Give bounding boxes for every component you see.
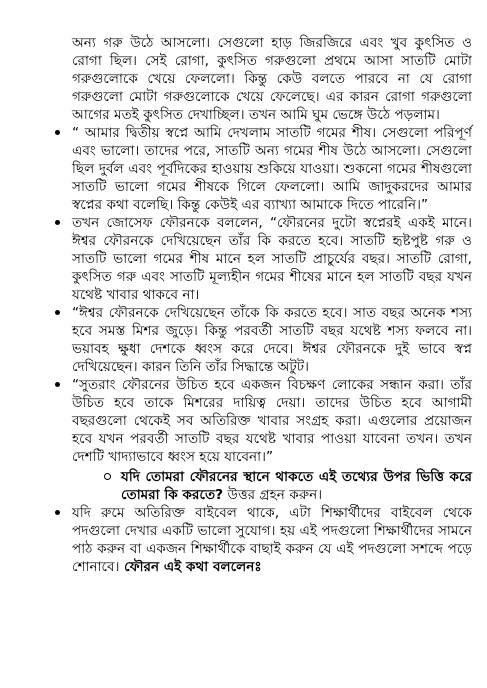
bullet-icon (55, 310, 60, 315)
list-item (72, 124, 472, 214)
intro-paragraph: অন্য গরু উঠে আসলো। সেগুলো হাড় জিরজিরে এবং খুব কুৎসিত ও রোগা ছিল। সেই রোগা, কুৎসিত গরুগুলো প্রথমে আসা সাতটি মোটা গরুগুলোকে খেয়ে ফেললো। কিন্তু কেউ বলতে পারবে না যে রোগা গরুগুলো মোটা গরুগুলোকে খেয়ে ফেলেছে। এর কারন রোগা গরুগুলো আগের মতই কুৎসিত দেখাচ্ছিল। তখন আমি ঘুম ভেঙ্গে উঠে পড়লাম। (72, 35, 472, 123)
hollow-bullet-icon (104, 473, 111, 480)
teacher-instruction: যদি রুমে অতিরিক্ত বাইবেল থাকে, এটা শিক্ষার্থীদের বাইবেল থেকে পদগুলো দেখার একটি ভালো সুযোগ। হয় এই পদগুলো শিক্ষার্থীদের সামনে পাঠ করুন বা একজন শিক্ষার্থীকে বাছাই করুন যে এই পদগুলো সশব্দে পড়ে শোনাবে। (72, 505, 472, 575)
list-item (72, 376, 472, 504)
bullet-icon (55, 130, 60, 135)
list-item (72, 504, 472, 576)
list-item-text: “ঈশ্বর ফৌরনকে দেখিয়েছেন তাঁকে কি করতে হবে। সাত বছর অনেক শস্য হবে সমস্ত মিশর জুড়ে। কিন্তু পরবর্তী সাতটি বছর যথেষ্ট শস্য ফলবে না। ভয়াবহ ক্ষুধা দেশকে ধ্বংস করে দেবে। ঈশ্বর ফৌরনকে দুই ভাবে স্বপ্ন দেখিয়েছেন। কারন তিনি তাঁর সিদ্ধান্তে অটুট। (72, 305, 472, 375)
list-item (72, 304, 472, 376)
list-item (72, 214, 472, 304)
sub-bullet-list (72, 468, 472, 504)
bullet-icon (55, 382, 60, 387)
bullet-icon (55, 510, 60, 515)
bullet-icon (55, 220, 60, 225)
list-item-text (72, 504, 472, 576)
discussion-question (121, 468, 472, 504)
list-item-text: “সুতরাং ফৌরনের উচিত হবে একজন বিচক্ষণ লোকের সন্ধান করা। তাঁর উচিত হবে তাকে মিশরের দায়িত্ব দেয়া। তাদের উচিত হবে আগামী বছরগুলো থেকেই সব অতিরিক্ত খাবার সংগ্রহ করা। এগুলোর প্রয়োজন হবে যখন পরবর্তী সাতটি বছর যথেষ্ট খাবার পাওয়া যাবেনা তখন। তখন দেশটি খাদ্যাভাবে ধ্বংস হয়ে যাবেনা।” (72, 377, 472, 465)
list-item-text: তখন জোসেফ ফৌরনকে বললেন, “ফৌরনের দুটো স্বপ্নেরই একই মানে। ঈশ্বর ফৌরনকে দেখিয়েছেন তাঁর কি করতে হবে। সাতটি হৃষ্টপুষ্ট গরু ও সাতটি ভালো গমের শীষ মানে হল সাতটি প্রাচুর্যের বছর। সাতটি রোগা, কুৎসিত গরু এবং সাতটি মূল্যহীন গমের শীষের মানে হল সাতটি বছর যখন যথেষ্ট খাবার থাকবে না। (72, 215, 472, 303)
document-body (72, 34, 472, 576)
question-instruction: উত্তর গ্রহন করুন। (223, 487, 323, 503)
main-bullet-list (72, 124, 472, 576)
list-item-text: “ আমার দ্বিতীয় স্বপ্নে আমি দেখলাম সাতটি গমের শীষ। সেগুলো পরিপূর্ণ এবং ভালো। তাদের পরে, সাতটি অন্য গমের শীষ উঠে আসলো। সেগুলো ছিল দুর্বল এবং পূর্বদিকের হাওয়ায় শুকিয়ে যাওয়া। শুকনো গমের শীষগুলো সাতটি ভালো গমের শীষকে গিলে ফেললো। আমি জাদুকরদের আমার স্বপ্নের কথা বলেছি। কিন্তু কেউই এর ব্যাখ্যা আমাকে দিতে পারেনি।” (72, 125, 472, 213)
question-bold-text: যদি তোমরা ফৌরনের স্থানে থাকতে এই তথ্যের উপর ভিত্তি করে তোমরা কি করতে? (121, 469, 472, 503)
pharaoh-said-bold: ফৌরন এই কথা বললেনঃ (119, 559, 262, 575)
question-text (121, 468, 472, 504)
